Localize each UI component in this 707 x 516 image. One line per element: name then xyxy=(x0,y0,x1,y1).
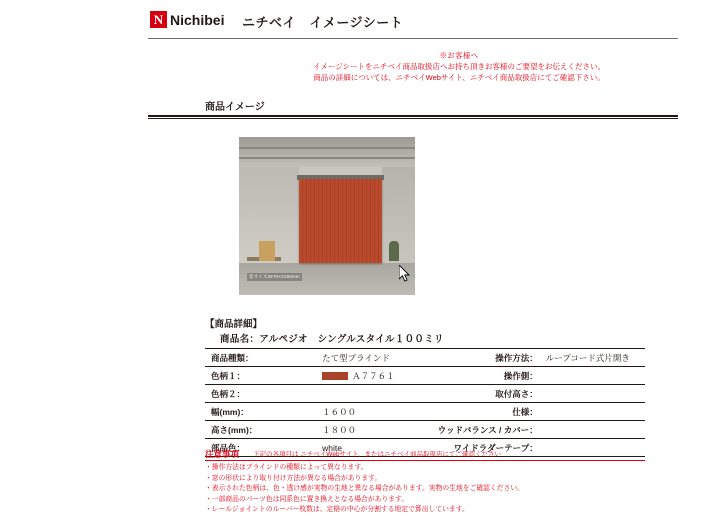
caution-list xyxy=(205,463,675,516)
spec-value-1 xyxy=(320,367,419,385)
table-row xyxy=(205,421,645,439)
spec-table xyxy=(205,348,645,457)
spec-label2-1: 操作側： xyxy=(419,367,543,385)
nichibei-logo xyxy=(150,11,224,28)
list-item: ・レールジョイントのルーバー枚数は、定格の中心が分割する地定で算出しています。 xyxy=(205,506,469,513)
page-header xyxy=(0,0,707,40)
spec-value-2 xyxy=(320,385,419,403)
spec-value2-0: ループコード式片開き xyxy=(544,349,645,367)
table-row xyxy=(205,403,645,421)
spec-value-4: １８００ xyxy=(320,421,419,439)
spec-label-1-text: 色柄１： xyxy=(211,370,246,381)
list-item: ・操作方法はブラインドの種類によって異なります。 xyxy=(205,464,368,471)
spec-value-3: １６００ xyxy=(320,403,419,421)
list-item: ・表示された色柄は、色・透け感が実物の生地と異なる場合があります。実物の生地をご確認ください。 xyxy=(205,485,524,492)
detail-heading: 【商品詳細】 xyxy=(205,319,263,330)
spec-value2-1 xyxy=(544,367,645,385)
photo-beam-2 xyxy=(239,157,415,159)
spec-value2-5 xyxy=(544,439,645,457)
spec-value2-2 xyxy=(544,385,645,403)
customer-notice xyxy=(239,50,679,83)
caution-divider xyxy=(205,460,645,461)
notice-line-1: ※お客様へ xyxy=(439,51,479,60)
photo-caption: 窓サイズ2570×2160mm xyxy=(249,274,300,279)
photo-plant xyxy=(389,241,399,261)
product-name-label: 商品名： xyxy=(220,334,260,345)
list-item: ・一部商品のパーツ色は同系色に置き換えとなる場合があります。 xyxy=(205,495,409,503)
notice-line-3: 商品の詳細については、ニチベイWebサイト、ニチベイ商品取扱店にてご確認下さい。 xyxy=(313,73,605,82)
caution-title: 注意事項 xyxy=(205,449,240,459)
spec-value2-4 xyxy=(544,421,645,439)
logo-text: Nichibei xyxy=(170,11,225,28)
spec-value-5: white xyxy=(320,439,419,457)
spec-label-5: 部品色： xyxy=(205,439,320,457)
color-swatch xyxy=(322,372,348,380)
product-name-row xyxy=(220,331,444,345)
photo-ceiling xyxy=(239,137,415,167)
notice-line-2: イメージシートをニチベイ商品取扱店へお持ち頂きお客様のご要望をお伝えください。 xyxy=(312,62,606,71)
photo-chair xyxy=(259,241,275,261)
product-image xyxy=(239,137,415,295)
caution-subtitle: 下記の各項目は ニチベイWebサイト、またはニチベイ商品取扱店にてご確認ください xyxy=(253,451,502,458)
page-title: ニチベイ イメージシート xyxy=(242,15,404,30)
photo-vertical-blind xyxy=(299,179,382,263)
spec-label2-3: 仕様： xyxy=(419,403,543,421)
spec-label-3: 幅(mm)： xyxy=(205,403,320,421)
spec-label2-0: 操作方法： xyxy=(419,349,543,367)
spec-label-2: 色柄２： xyxy=(205,385,320,403)
spec-value-0: たて型ブラインド xyxy=(320,349,419,367)
product-name-value: アルペジオ シングルスタイル１００ミリ xyxy=(259,334,444,345)
spec-label-0: 商品種類： xyxy=(205,349,320,367)
spec-label2-4: ウッドバランス / カバー： xyxy=(419,421,543,439)
logo-mark-icon: N xyxy=(150,11,167,28)
table-row xyxy=(205,385,645,403)
spec-value-1-text: Ａ７７６１ xyxy=(352,370,395,381)
table-row xyxy=(205,349,645,367)
list-item: ・窓の形状により取り付け方法が異なる場合があります。 xyxy=(205,474,382,482)
spec-label-4: 高さ(mm)： xyxy=(205,421,320,439)
photo-beam-1 xyxy=(239,147,415,149)
spec-label2-5: ワイドラダーテープ： xyxy=(419,439,543,457)
header-divider xyxy=(148,38,678,39)
section-label-product-image: 商品イメージ xyxy=(205,102,265,113)
section-rule-thick xyxy=(148,115,678,117)
spec-value2-3 xyxy=(544,403,645,421)
section-product-image xyxy=(148,95,678,117)
section-rule-thin xyxy=(148,118,678,119)
table-row xyxy=(205,367,645,385)
spec-label2-2: 取付高さ： xyxy=(419,385,543,403)
spec-label-1 xyxy=(205,367,320,385)
